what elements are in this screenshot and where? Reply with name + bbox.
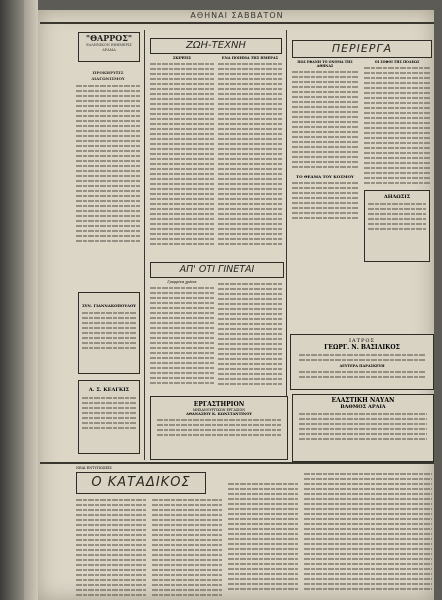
- zoi-texni-col-b: [218, 56, 282, 256]
- perierga-heading-3: ΤΟ ΘΕΑΜΑ ΤΟΥ ΚΟΣΜΟΥ: [296, 174, 354, 179]
- column-rule-2: [286, 30, 287, 410]
- bottom-col-d: [304, 470, 432, 596]
- zoi-texni-col-a: [150, 56, 214, 256]
- bottom-col-c: [228, 480, 298, 596]
- ap-oti-ginetai-title: ΑΠ' ΟΤΙ ΓΙΝΕΤΑΙ: [179, 264, 255, 275]
- page-binding: [24, 0, 38, 600]
- doctor-name: ΓΕΩΡΓ. Ν. ΒΑΣΙΛΙΚΟΣ: [324, 344, 400, 351]
- notice-heading: ΠΡΟΚΗΡΥΞΙΣ ΔΙΑΓΩΝΙΣΜΟΥ: [91, 70, 125, 81]
- perierga-heading-1: ΠΩΣ ΕΦΑΝΗ ΤΟ ΟΝΟΜΑ ΤΗΣ ΑΘΗΝΑΣ: [297, 60, 353, 68]
- perierga-header: [292, 40, 432, 58]
- workshop-label: ΕΡΓΑΣΤΗΡΙΟΝ: [193, 401, 245, 408]
- ap-oti-ginetai-header: [150, 262, 284, 278]
- doctor-label: ΙΑΤΡΟΣ: [349, 338, 375, 344]
- masthead-rule: [40, 22, 434, 24]
- doctor-advert: [290, 334, 434, 390]
- notice-text: [76, 85, 140, 242]
- workshop-line-2: ΑΘΑΝΑΣΙΟΥ Κ. ΚΩΝΣΤΑΝΤΙΝΟΥ: [186, 412, 252, 416]
- left-column: [76, 30, 142, 455]
- perierga-heading-2: ΟΙ ΣΟΦΟΙ ΤΗΣ ΠΟΛΕΩΣ: [374, 60, 420, 64]
- paper-subtitle: ΕΛΛΗΝΙΚΟΝ ΕΦΗΜΕΡΙΣ ΔΡΑΜΑ: [86, 43, 132, 52]
- zoi-texni-subhead-2: ΕΝΑ ΠΟΙΗΜΑ ΤΗΣ ΗΜΕΡΑΣ: [221, 56, 279, 60]
- doctor-hours: ΔΕΥΤΕΡΑ ΠΑΡΑΣΚΕΥΗ: [339, 364, 385, 368]
- declaration-box: [364, 190, 430, 262]
- zoi-texni-subhead-1: ΣΚΕΨΕΙΣ: [172, 56, 192, 60]
- advert-2-title: Α. Σ. ΚΕΛΓΚΙΣ: [88, 387, 130, 393]
- advert-box-2: [78, 380, 140, 454]
- zoi-texni-title: ΖΩΗ-ΤΕΧΝΗ: [186, 40, 246, 51]
- elastiki-advert: [292, 394, 434, 462]
- elastiki-subtitle: ΒΑΘΜΟΣ ΑΡΑΙΑ: [340, 404, 386, 410]
- advert-1-title: ΣΥΝ. ΓΙΑΝΝΑΚΟΠΟΥΛΟΥ: [82, 303, 136, 308]
- bottom-title: Ο ΚΑΤΑΔΙΚΟΣ: [91, 475, 191, 490]
- bottom-section-rule: [40, 462, 434, 464]
- bottom-col-a: [76, 496, 146, 596]
- column-rule-1: [144, 30, 145, 460]
- notice-block: [76, 70, 140, 245]
- ap-oti-subhead: Γραμμένα χρόνια: [167, 280, 197, 284]
- paper-name: "ΘΑΡΡΟΣ": [85, 33, 133, 43]
- perierga-title: ΠΕΡΙΕΡΓΑ: [331, 42, 393, 55]
- bottom-col-b: [152, 496, 222, 596]
- scan-shadow-edge: [0, 0, 24, 600]
- workshop-advert: [150, 396, 288, 460]
- advert-box-1: [78, 292, 140, 374]
- perierga-col-b: [364, 60, 430, 330]
- ap-oti-col-b: [218, 280, 282, 390]
- bottom-kicker: ΝΕΑΙ ΕΝΤΥΠΩΣΕΙΣ: [76, 466, 112, 470]
- perierga-col-a: [292, 60, 358, 260]
- workshop-line-1: ΜΗΧΑΝΟΥΡΓΙΚΩΝ ΕΡΓΑΣΙΩΝ: [192, 408, 246, 412]
- ap-oti-col-a: [150, 280, 214, 390]
- zoi-texni-header: [150, 38, 282, 54]
- elastiki-title: ΕΛΑΣΤΙΚΗ ΝΑΥΑΝ: [331, 397, 395, 404]
- declaration-title: ΔΗΛΩΣΙΣ: [383, 194, 411, 200]
- paper-name-box: [78, 32, 140, 62]
- bottom-title-box: [76, 472, 206, 494]
- masthead: ΑΘΗΝΑΙ ΣΑΒΒΑΤΟΝ: [190, 11, 284, 20]
